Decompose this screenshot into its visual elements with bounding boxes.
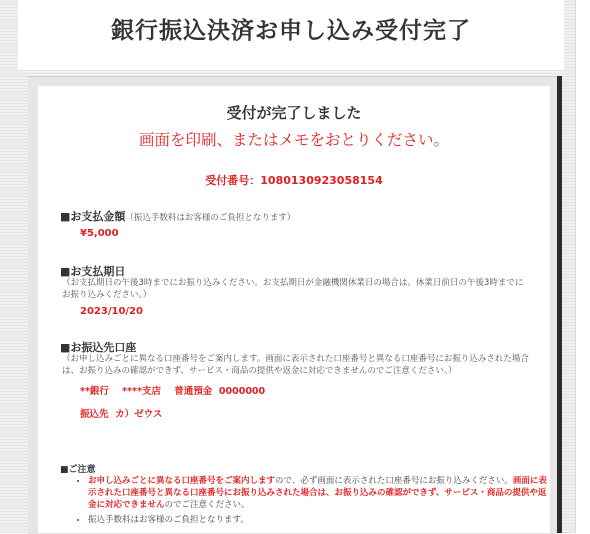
notes-list [76, 475, 550, 529]
payee-line: 振込先 カ）ゼウス [80, 409, 163, 420]
amount-heading-label: ■お支払金額 [60, 210, 126, 223]
account-heading: ■お振込先口座 [60, 341, 137, 354]
header [18, 0, 564, 70]
due-heading: ■お支払期日 [60, 265, 126, 278]
page-title: 銀行振込決済お申し込み受付完了 [111, 18, 471, 44]
frame-right-bar [557, 76, 562, 533]
account-description: （お申し込みごとに異なる口座番号をご案内します。画面に表示された口座番号と異なる口座番号にお振り込みされた場合は、お振り込みの確認ができず、サービス・商品の提供や返金に対応できませんのでご注意ください。） [62, 354, 529, 376]
due-date-value: 2023/10/20 [80, 306, 143, 317]
completion-title: 受付が完了しました [226, 104, 362, 122]
notes-heading: ■ご注意 [60, 465, 96, 475]
completion-panel [38, 86, 550, 533]
receipt-number: 受付番号：1080130923058154 [205, 174, 383, 187]
notes-item: • お申し込みごとに異なる口座番号をご案内しますので、必ず画面に表示された口座番号にお振り込みください。画面に表示された口座番号と異なる口座番号にお振り込みされた場合は、お振り込みの確認ができず、サービス・商品の提供や返金に対応できませんのでご注意ください。 [88, 475, 550, 511]
bank-account-line: **銀行 ****支店 普通預金 0000000 [80, 386, 266, 397]
notes-item: • 振込手数料はお客様のご負担となります。 [88, 514, 550, 526]
amount-heading-note: （振込手数料はお客様のご負担となります） [125, 213, 296, 223]
amount-value: ¥5,000 [80, 228, 119, 239]
due-description: （お支払期日の午後3時までにお振り込みください。お支払期日が金融機関休業日の場合は、休業日前日の午後3時までにお振り込みください。） [62, 278, 524, 300]
amount-heading [60, 208, 295, 224]
print-notice: 画面を印刷、またはメモをおとりください。 [138, 131, 449, 149]
